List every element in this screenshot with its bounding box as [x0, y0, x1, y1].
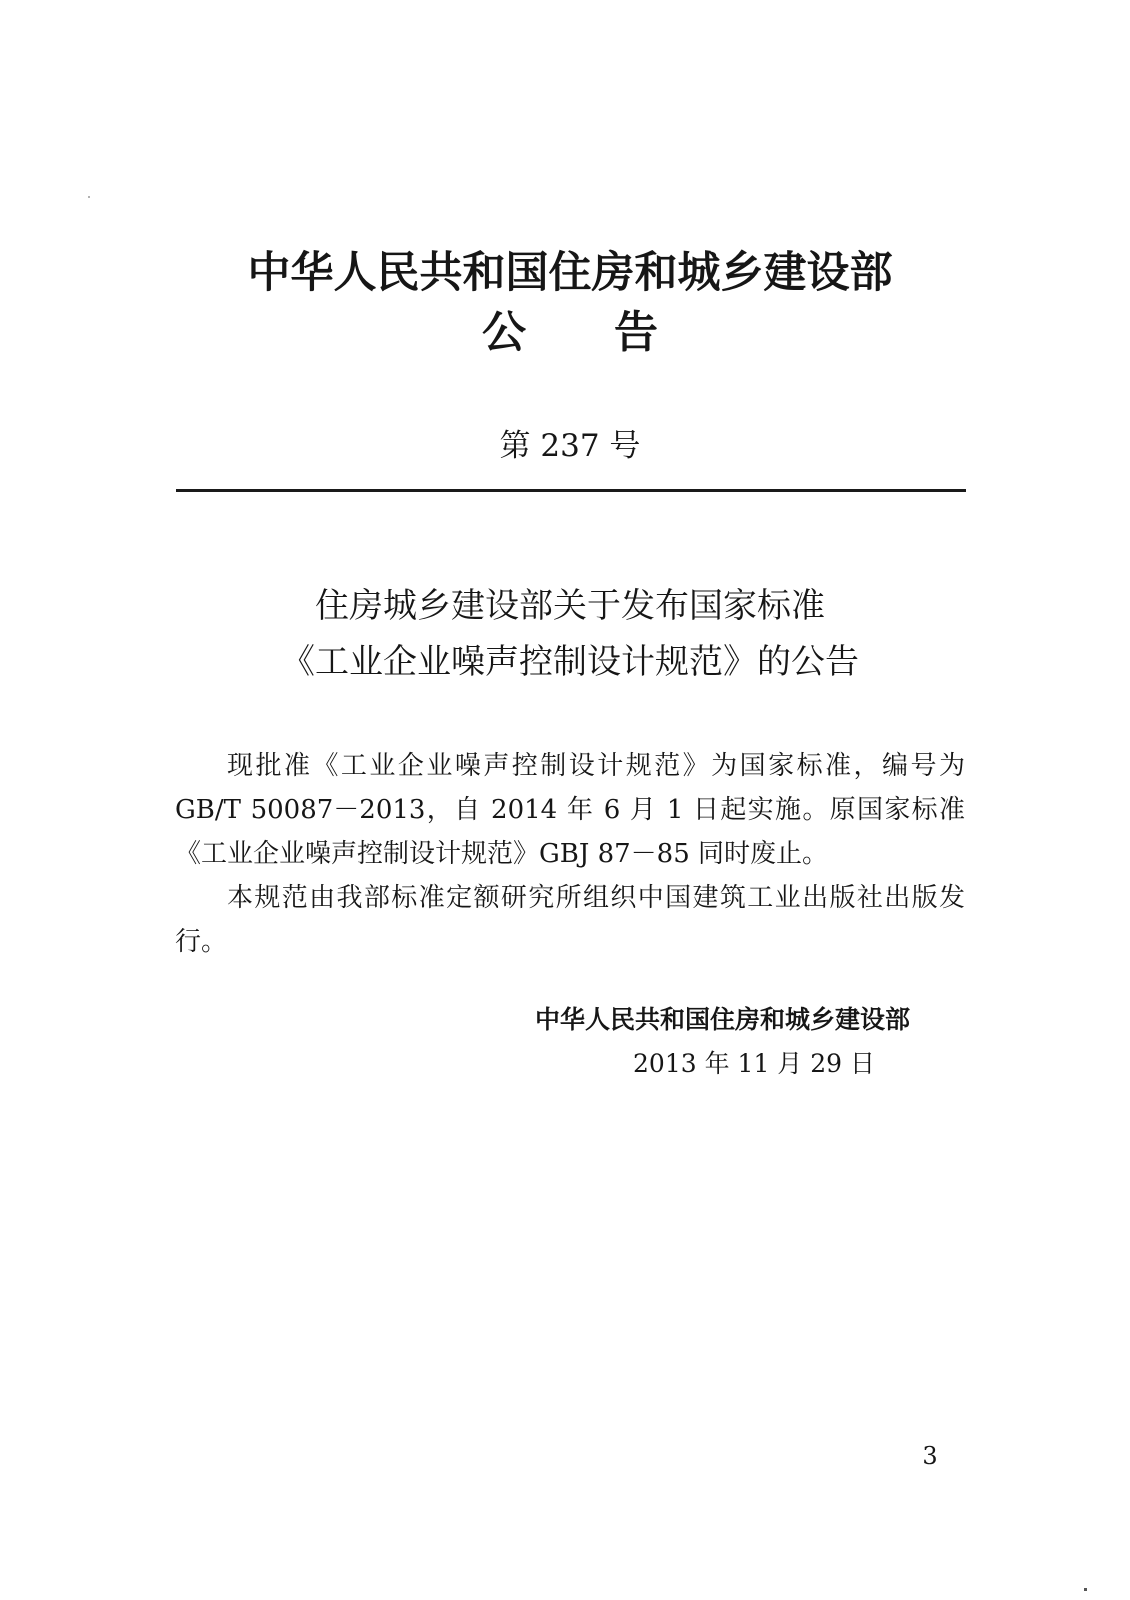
signature-date: 2013 年 11 月 29 日: [633, 1049, 875, 1078]
document-title-line-2: 《工业企业噪声控制设计规范》的公告: [281, 642, 859, 682]
document-title-line-1: 住房城乡建设部关于发布国家标准: [315, 586, 825, 626]
header-divider: [176, 489, 966, 492]
scan-speck: [1084, 1588, 1087, 1591]
scan-speck: [88, 196, 90, 198]
signature-block: [470, 998, 910, 1086]
body-paragraph-2: 本规范由我部标准定额研究所组织中国建筑工业出版社出版发行。: [175, 883, 965, 957]
page-number: 3: [922, 1442, 938, 1470]
document-title: [175, 578, 965, 690]
notice-type-heading: 公 告: [482, 307, 658, 358]
signature-agency: 中华人民共和国住房和城乡建设部: [534, 1005, 910, 1034]
body-paragraph-1: 现批准《工业企业噪声控制设计规范》为国家标准，编号为GB/T 50087－2013，自 2014 年 6 月 1 日起实施。原国家标准《工业企业噪声控制设计规范》GBJ 87－85 同时废止。: [175, 751, 965, 869]
document-body: [175, 744, 965, 964]
issuing-agency-heading: 中华人民共和国住房和城乡建设部: [247, 248, 893, 298]
notice-number: 第 237 号: [499, 428, 641, 464]
